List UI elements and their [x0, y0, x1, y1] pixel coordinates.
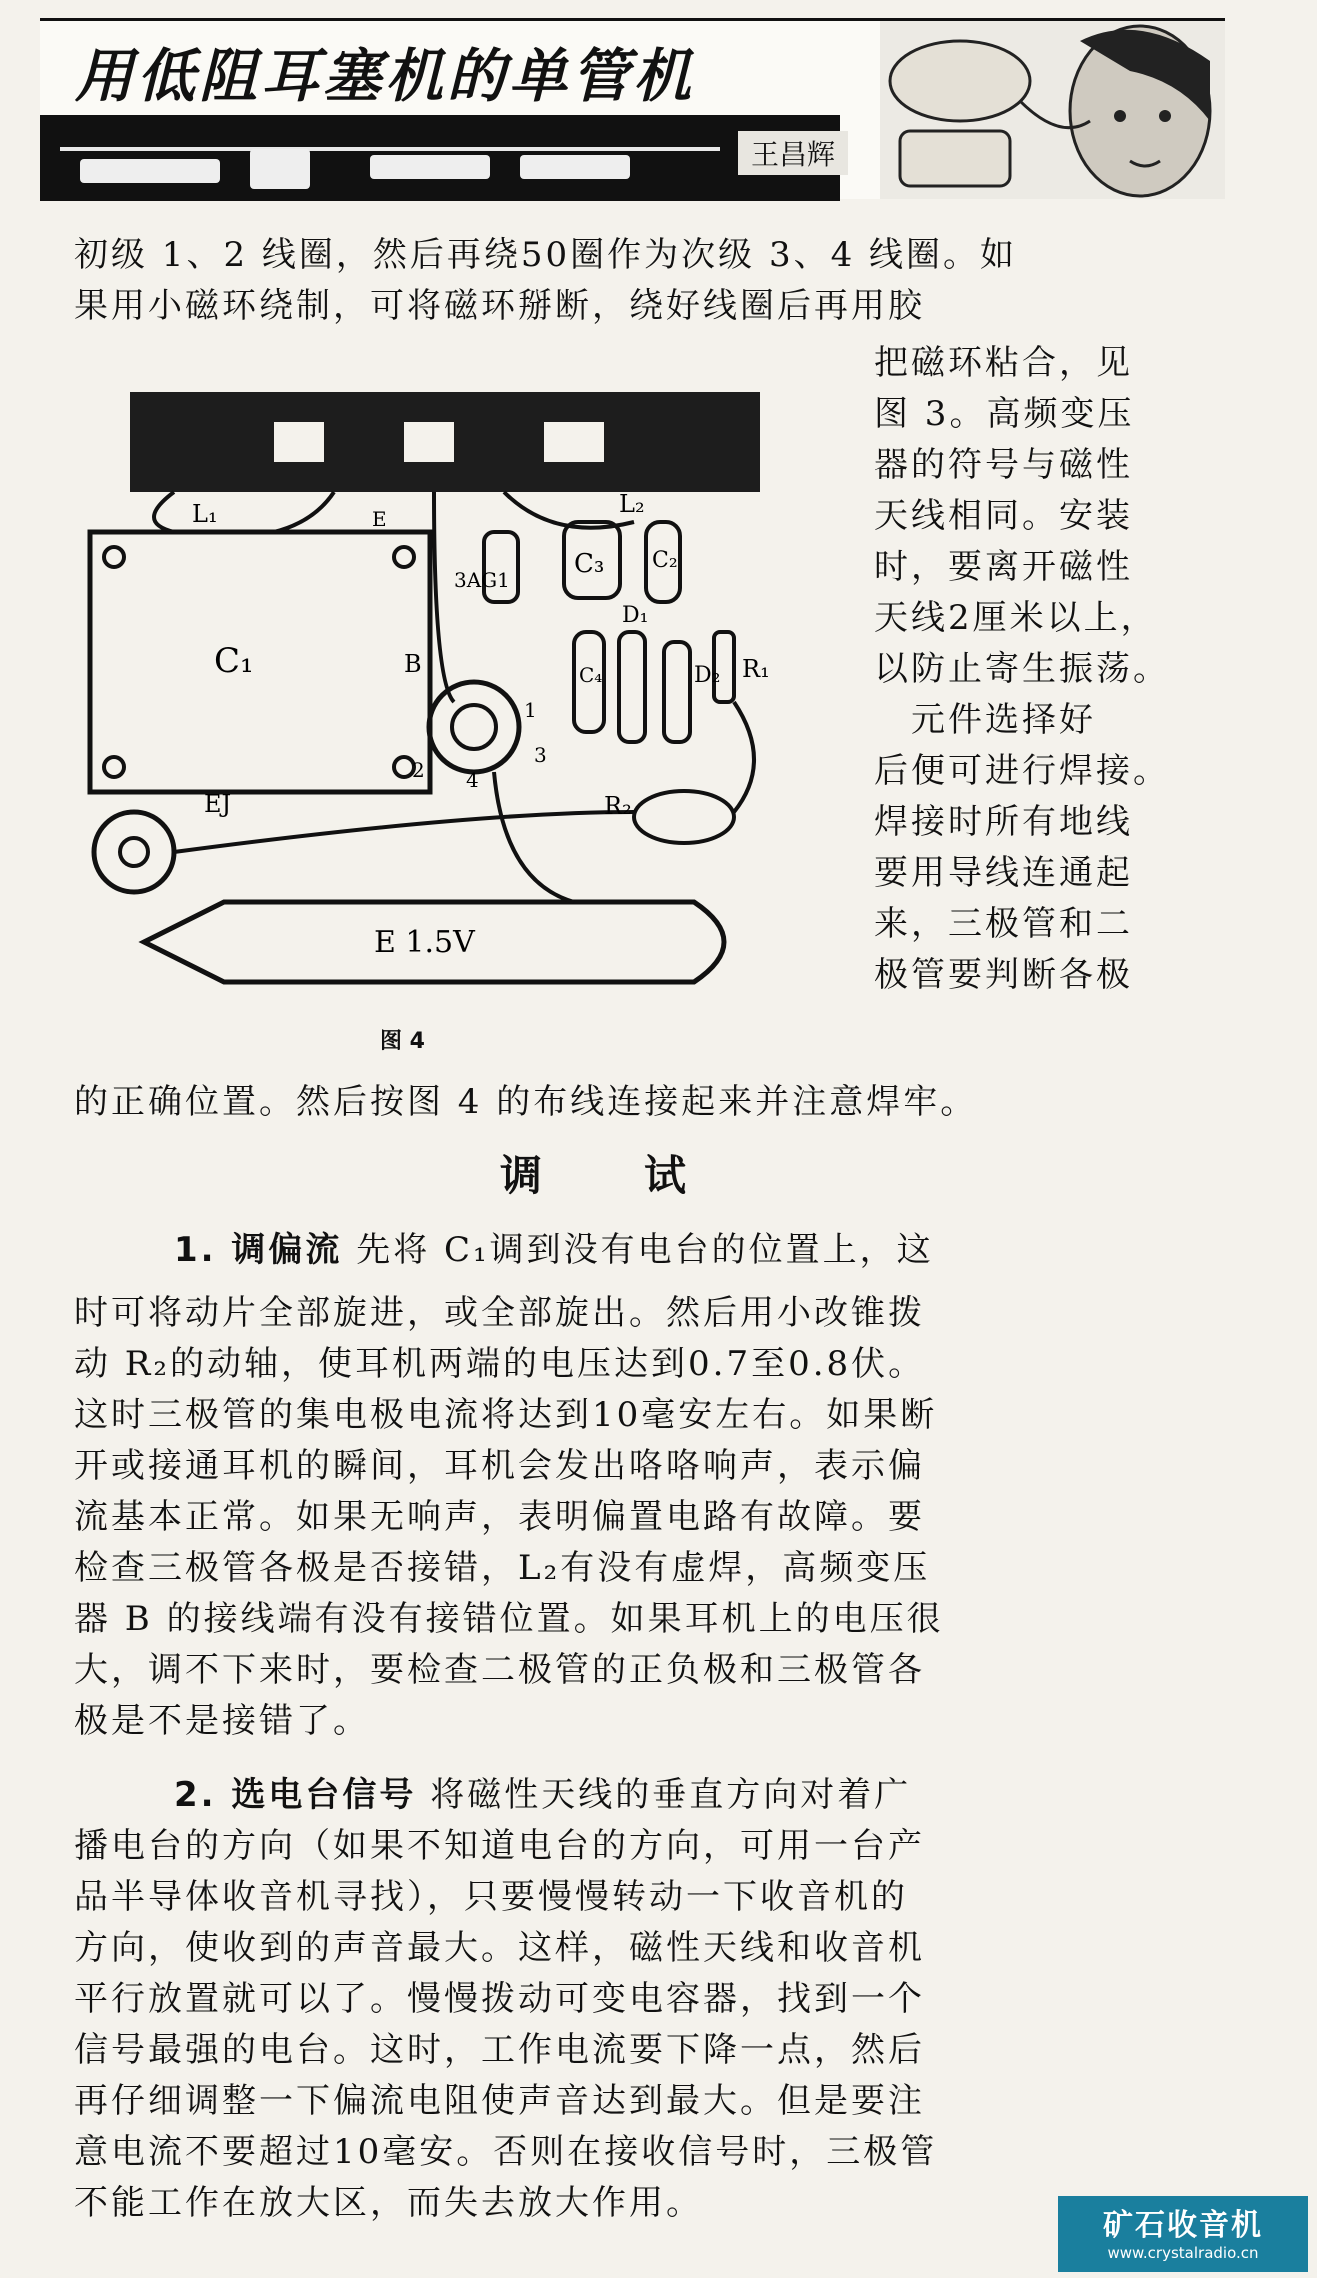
text-line: 来，三极管和二: [874, 904, 1133, 944]
figure-label-c2: C₂: [652, 548, 678, 573]
side-text: [874, 338, 1170, 1001]
figure-label-transistor: 3AG1: [454, 568, 510, 592]
illustration-photo: [880, 21, 1225, 199]
section-2: [74, 1770, 937, 2229]
text-line: 检查三极管各极是否接错，L₂有没有虚焊，高频变压: [74, 1548, 931, 1588]
section-heading: 调 试: [500, 1151, 717, 1200]
text-line: 极管要判断各极: [874, 955, 1133, 995]
text-line: 焊接时所有地线: [874, 802, 1133, 842]
text-line: 器 B 的接线端有没有接错位置。如果耳机上的电压很: [74, 1599, 944, 1639]
text-line: 把磁环粘合，见: [874, 343, 1133, 383]
text-line: 天线2厘米以上，: [874, 598, 1158, 638]
text-line: 品半导体收音机寻找），只要慢慢转动一下收音机的: [74, 1877, 908, 1917]
section-1: [74, 1225, 944, 1747]
text-line: 大，调不下来时，要检查二极管的正负极和三极管各: [74, 1650, 925, 1690]
figure-label-c4: C₄: [579, 663, 603, 687]
text-line: 平行放置就可以了。慢慢拨动可变电容器，找到一个: [74, 1979, 925, 2019]
text-line: 以防止寄生振荡。: [874, 649, 1170, 689]
article-title: 用低阻耳塞机的单管机: [75, 42, 696, 110]
text-line: 的正确位置。然后按图 4 的布线连接起来并注意焊牢。: [74, 1082, 978, 1122]
figure-label-c3: C₃: [574, 549, 605, 579]
section-2-first-line: [74, 1770, 937, 1821]
text-line: 信号最强的电台。这时，工作电流要下降一点，然后: [74, 2030, 925, 2070]
section-2-label: 2. 选电台信号: [174, 1775, 417, 1815]
text-line: 后便可进行焊接。: [874, 751, 1170, 791]
decorative-strip: [40, 115, 840, 201]
figure-label-d1: D₁: [622, 603, 649, 628]
text-line: 流基本正常。如果无响声，表明偏置电路有故障。要: [74, 1497, 925, 1537]
header-banner: [40, 18, 1225, 199]
after-figure-text: [74, 1077, 977, 1128]
figure-label-e: E: [372, 507, 387, 531]
resistor-icon: [80, 159, 220, 183]
section-1-first-line: [74, 1225, 944, 1276]
text-line: 播电台的方向（如果不知道电台的方向，可用一台产: [74, 1826, 925, 1866]
section-1-first-text: 先将 C₁调到没有电台的位置上，这: [356, 1230, 934, 1270]
figure-label-d2: D₂: [694, 663, 721, 688]
author-name: 王昌辉: [738, 131, 848, 175]
watermark-name: 矿石收音机: [1103, 2208, 1263, 2243]
text-line: 时可将动片全部旋进，或全部旋出。然后用小改锥拨: [74, 1293, 925, 1333]
strip-line: [60, 147, 720, 151]
text-line: 元件选择好: [874, 700, 1096, 740]
figure-label-ej: EJ: [204, 790, 232, 818]
potentiometer-icon: [250, 149, 310, 189]
text-line: 初级 1、2 线圈，然后再绕50圈作为次级 3、4 线圈。如: [74, 235, 1018, 275]
site-watermark: [1058, 2196, 1308, 2272]
intro-text: [74, 230, 1017, 332]
figure-label-l1: L₁: [192, 500, 218, 528]
figure-label-pin1: 1: [524, 698, 537, 722]
text-line: 方向，使收到的声音最大。这样，磁性天线和收音机: [74, 1928, 925, 1968]
figure-label-r1: R₁: [742, 655, 770, 683]
figure-4: [74, 382, 834, 1054]
figure-caption: 图 4: [380, 1029, 425, 1054]
text-line: 动 R₂的动轴，使耳机两端的电压达到0.7至0.8伏。: [74, 1344, 926, 1384]
figure-label-pin2: 2: [412, 758, 425, 782]
text-line: 时，要离开磁性: [874, 547, 1133, 587]
text-line: 图 3。高频变压: [874, 394, 1135, 434]
section-1-label: 1. 调偏流: [174, 1230, 343, 1270]
text-line: 意电流不要超过10毫安。否则在接收信号时，三极管: [74, 2132, 938, 2172]
figure-label-l2: L₂: [619, 490, 645, 518]
text-line: 开或接通耳机的瞬间，耳机会发出咯咯响声，表示偏: [74, 1446, 925, 1486]
text-line: 要用导线连通起: [874, 853, 1133, 893]
text-line: 天线相同。安装: [874, 496, 1133, 536]
figure-label-r2: R₂: [604, 792, 632, 820]
figure-label-pin4: 4: [466, 768, 479, 792]
watermark-url: www.crystalradio.cn: [1107, 2244, 1259, 2262]
figure-label-b: B: [404, 650, 422, 678]
text-line: 再仔细调整一下偏流电阻使声音达到最大。但是要注: [74, 2081, 925, 2121]
figure-label-c1: C₁: [214, 641, 254, 681]
text-line: 器的符号与磁性: [874, 445, 1133, 485]
text-line: 这时三极管的集电极电流将达到10毫安左右。如果断: [74, 1395, 938, 1435]
text-line: 极是不是接错了。: [74, 1701, 370, 1741]
figure-label-battery: E 1.5V: [374, 925, 475, 960]
section-2-first-text: 将磁性天线的垂直方向对着广: [430, 1775, 912, 1815]
text-line: 果用小磁环绕制，可将磁环掰断，绕好线圈后再用胶: [74, 286, 925, 326]
component-icon: [370, 155, 490, 179]
diode-icon: [520, 155, 630, 179]
text-line: 不能工作在放大区，而失去放大作用。: [74, 2183, 703, 2223]
figure-label-pin3: 3: [534, 743, 547, 767]
